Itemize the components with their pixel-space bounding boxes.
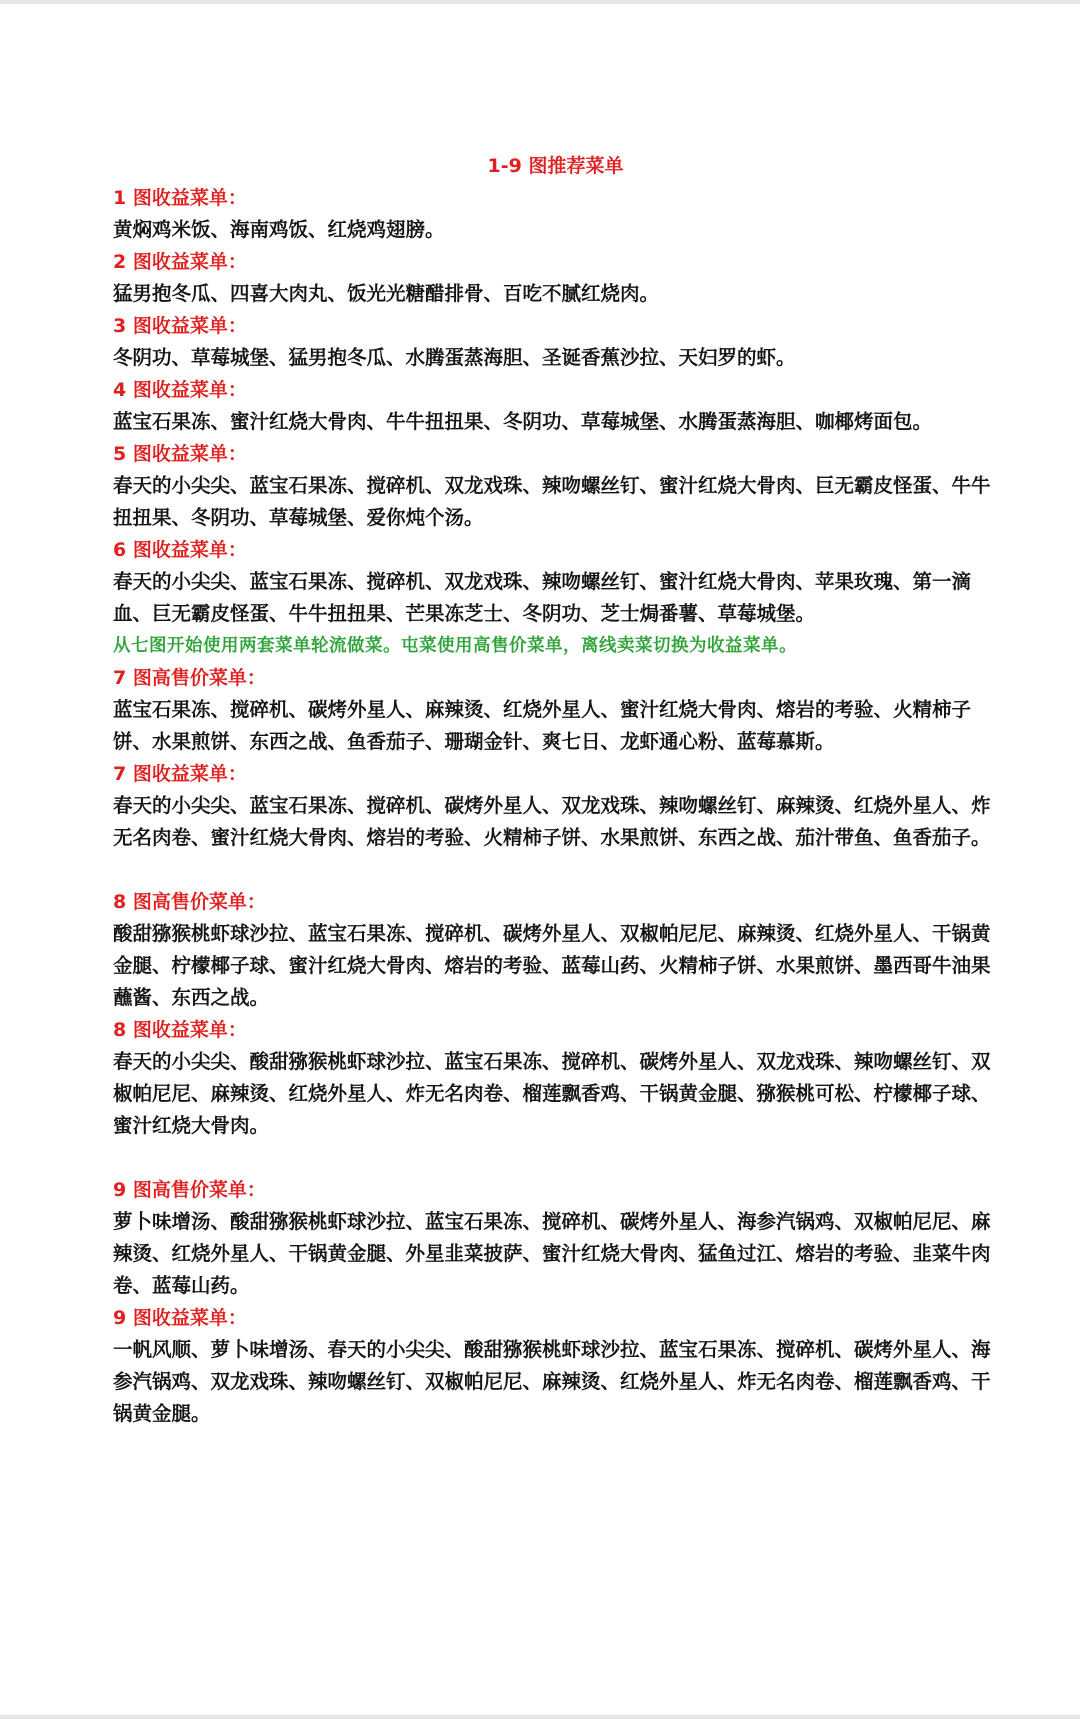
- section-text: 蓝宝石果冻、搅碎机、碳烤外星人、麻辣烫、红烧外星人、蜜汁红烧大骨肉、熔岩的考验、火精柿子饼、水果煎饼、东西之战、鱼香茄子、珊瑚金针、爽七日、龙虾通心粉、蓝莓慕斯。: [113, 698, 972, 753]
- section-heading: 2 图收益菜单：: [113, 251, 247, 273]
- section-5: [113, 438, 998, 534]
- section-heading: 6 图收益菜单：: [113, 539, 247, 561]
- section-heading: 7 图高售价菜单：: [113, 667, 266, 689]
- section-heading: 1 图收益菜单：: [113, 187, 247, 209]
- section-text: 春天的小尖尖、酸甜猕猴桃虾球沙拉、蓝宝石果冻、搅碎机、碳烤外星人、双龙戏珠、辣吻螺丝钉、双椒帕尼尼、麻辣烫、红烧外星人、炸无名肉卷、榴莲飘香鸡、干锅黄金腿、猕猴桃可松、柠檬椰子球、蜜汁红烧大骨肉。: [113, 1050, 991, 1137]
- section-1: [113, 182, 998, 246]
- section-text: 酸甜猕猴桃虾球沙拉、蓝宝石果冻、搅碎机、碳烤外星人、双椒帕尼尼、麻辣烫、红烧外星人、干锅黄金腿、柠檬椰子球、蜜汁红烧大骨肉、熔岩的考验、蓝莓山药、火精柿子饼、水果煎饼、墨西哥牛油果蘸酱、东西之战。: [113, 922, 991, 1009]
- section-text: 黄焖鸡米饭、海南鸡饭、红烧鸡翅膀。: [113, 218, 445, 241]
- section-heading: 9 图收益菜单：: [113, 1307, 247, 1329]
- section-6: [113, 534, 998, 630]
- document-title: 1-9 图推荐菜单: [487, 155, 624, 177]
- section-heading: 3 图收益菜单：: [113, 315, 247, 337]
- bottom-edge: [0, 1715, 1080, 1719]
- section-9-high-price: [113, 1174, 998, 1302]
- section-text: 一帆风顺、萝卜味增汤、春天的小尖尖、酸甜猕猴桃虾球沙拉、蓝宝石果冻、搅碎机、碳烤外星人、海参汽锅鸡、双龙戏珠、辣吻螺丝钉、双椒帕尼尼、麻辣烫、红烧外星人、炸无名肉卷、榴莲飘香鸡、干锅黄金腿。: [113, 1338, 991, 1425]
- section-text: 春天的小尖尖、蓝宝石果冻、搅碎机、双龙戏珠、辣吻螺丝钉、蜜汁红烧大骨肉、巨无霸皮怪蛋、牛牛扭扭果、冬阴功、草莓城堡、爱你炖个汤。: [113, 474, 991, 529]
- section-text: 蓝宝石果冻、蜜汁红烧大骨肉、牛牛扭扭果、冬阴功、草莓城堡、水腾蛋蒸海胆、咖椰烤面包。: [113, 410, 933, 433]
- section-heading: 4 图收益菜单：: [113, 379, 247, 401]
- section-heading: 8 图高售价菜单：: [113, 891, 266, 913]
- section-7-profit: [113, 758, 998, 854]
- section-text: 猛男抱冬瓜、四喜大肉丸、饭光光糖醋排骨、百吃不腻红烧肉。: [113, 282, 660, 305]
- section-7-high-price: [113, 662, 998, 758]
- section-heading: 8 图收益菜单：: [113, 1019, 247, 1041]
- section-text: 萝卜味增汤、酸甜猕猴桃虾球沙拉、蓝宝石果冻、搅碎机、碳烤外星人、海参汽锅鸡、双椒帕尼尼、麻辣烫、红烧外星人、干锅黄金腿、外星韭菜披萨、蜜汁红烧大骨肉、猛鱼过江、熔岩的考验、韭菜牛肉卷、蓝莓山药。: [113, 1210, 991, 1297]
- section-heading: 9 图高售价菜单：: [113, 1179, 266, 1201]
- section-4: [113, 374, 998, 438]
- rotation-note: 从七图开始使用两套菜单轮流做菜。屯菜使用高售价菜单，离线卖菜切换为收益菜单。: [113, 636, 797, 656]
- section-2: [113, 246, 998, 310]
- top-edge: [0, 0, 1080, 4]
- section-3: [113, 310, 998, 374]
- section-8-profit: [113, 1014, 998, 1142]
- section-8-high-price: [113, 886, 998, 1014]
- section-text: 春天的小尖尖、蓝宝石果冻、搅碎机、碳烤外星人、双龙戏珠、辣吻螺丝钉、麻辣烫、红烧外星人、炸无名肉卷、蜜汁红烧大骨肉、熔岩的考验、火精柿子饼、水果煎饼、东西之战、茄汁带鱼、鱼香茄子。: [113, 794, 991, 849]
- document: [113, 150, 998, 1430]
- section-heading: 5 图收益菜单：: [113, 443, 247, 465]
- blank-line: [113, 1142, 998, 1174]
- section-heading: 7 图收益菜单：: [113, 763, 247, 785]
- blank-line: [113, 854, 998, 886]
- section-text: 冬阴功、草莓城堡、猛男抱冬瓜、水腾蛋蒸海胆、圣诞香蕉沙拉、天妇罗的虾。: [113, 346, 796, 369]
- section-9-profit: [113, 1302, 998, 1430]
- section-text: 春天的小尖尖、蓝宝石果冻、搅碎机、双龙戏珠、辣吻螺丝钉、蜜汁红烧大骨肉、苹果玫瑰、第一滴血、巨无霸皮怪蛋、牛牛扭扭果、芒果冻芝士、冬阴功、芝士焗番薯、草莓城堡。: [113, 570, 972, 625]
